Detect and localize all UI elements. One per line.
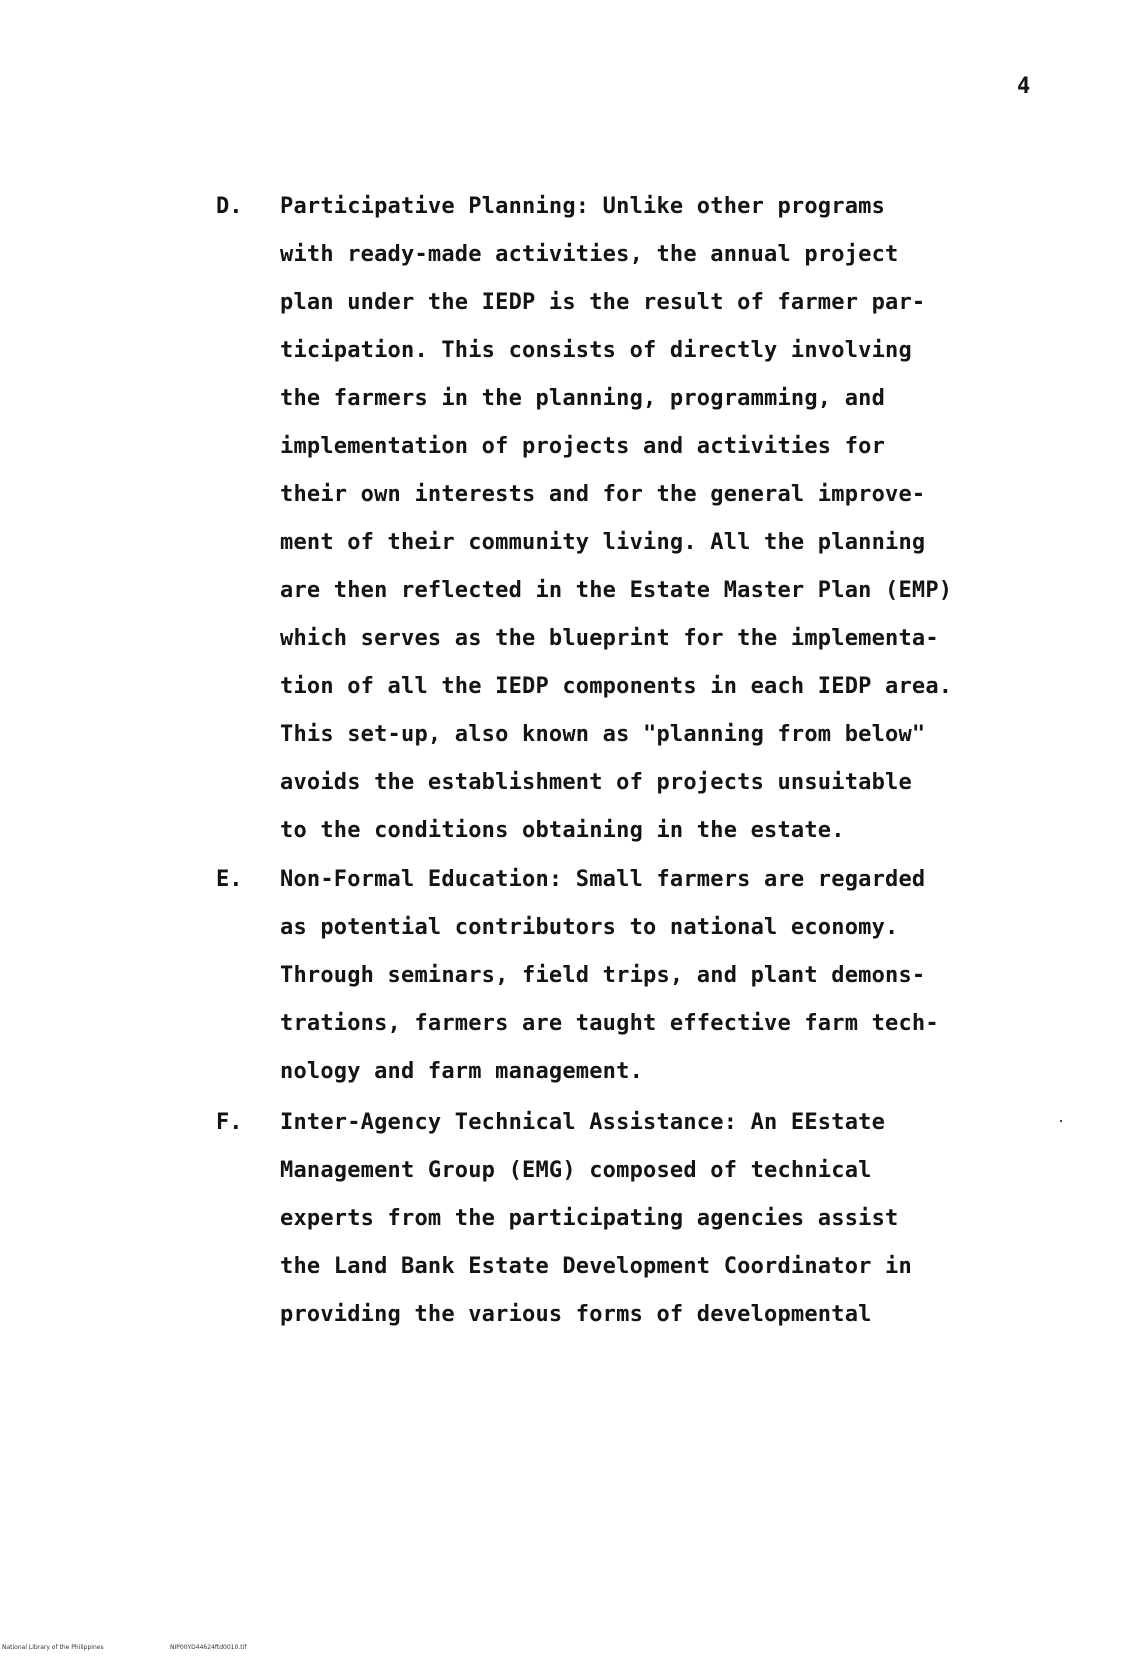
scan-speck: [1060, 1120, 1062, 1122]
section-line: Through seminars, field trips, and plant demons-: [280, 963, 926, 988]
section-letter: E.: [216, 867, 243, 892]
section-letter: F.: [216, 1110, 243, 1135]
section-line: experts from the participating agencies assist: [280, 1206, 899, 1231]
section-line: Inter-Agency Technical Assistance: An EEstate: [280, 1110, 886, 1135]
section-line: with ready-made activities, the annual project: [280, 242, 899, 267]
section-line: Management Group (EMG) composed of technical: [280, 1158, 872, 1183]
page-number: 4: [1017, 74, 1031, 99]
section-line: nology and farm management.: [280, 1059, 644, 1084]
section-line: providing the various forms of developmental: [280, 1302, 872, 1327]
section-letter: D.: [216, 194, 243, 219]
section-line: as potential contributors to national economy.: [280, 915, 899, 940]
section-line: to the conditions obtaining in the estate.: [280, 818, 845, 843]
section-line: which serves as the blueprint for the implementa-: [280, 626, 939, 651]
section-line: plan under the IEDP is the result of farmer par-: [280, 290, 926, 315]
section-line: avoids the establishment of projects unsuitable: [280, 770, 912, 795]
section-line: are then reflected in the Estate Master Plan (EMP): [280, 578, 953, 603]
section-line: tion of all the IEDP components in each IEDP area.: [280, 674, 953, 699]
section-line: trations, farmers are taught effective farm tech-: [280, 1011, 939, 1036]
section-line: the Land Bank Estate Development Coordinator in: [280, 1254, 912, 1279]
footer-filename: NIP00YD44624ftd0010.tif: [170, 1644, 247, 1651]
section-line: their own interests and for the general improve-: [280, 482, 926, 507]
section-line: Participative Planning: Unlike other programs: [280, 194, 886, 219]
section-line: This set-up, also known as "planning from below": [280, 722, 926, 747]
section-line: ment of their community living. All the planning: [280, 530, 926, 555]
footer-source: National Library of the Philippines: [2, 1644, 104, 1651]
section-line: Non-Formal Education: Small farmers are regarded: [280, 867, 926, 892]
section-line: implementation of projects and activities for: [280, 434, 886, 459]
section-line: the farmers in the planning, programming, and: [280, 386, 886, 411]
section-line: ticipation. This consists of directly involving: [280, 338, 912, 363]
